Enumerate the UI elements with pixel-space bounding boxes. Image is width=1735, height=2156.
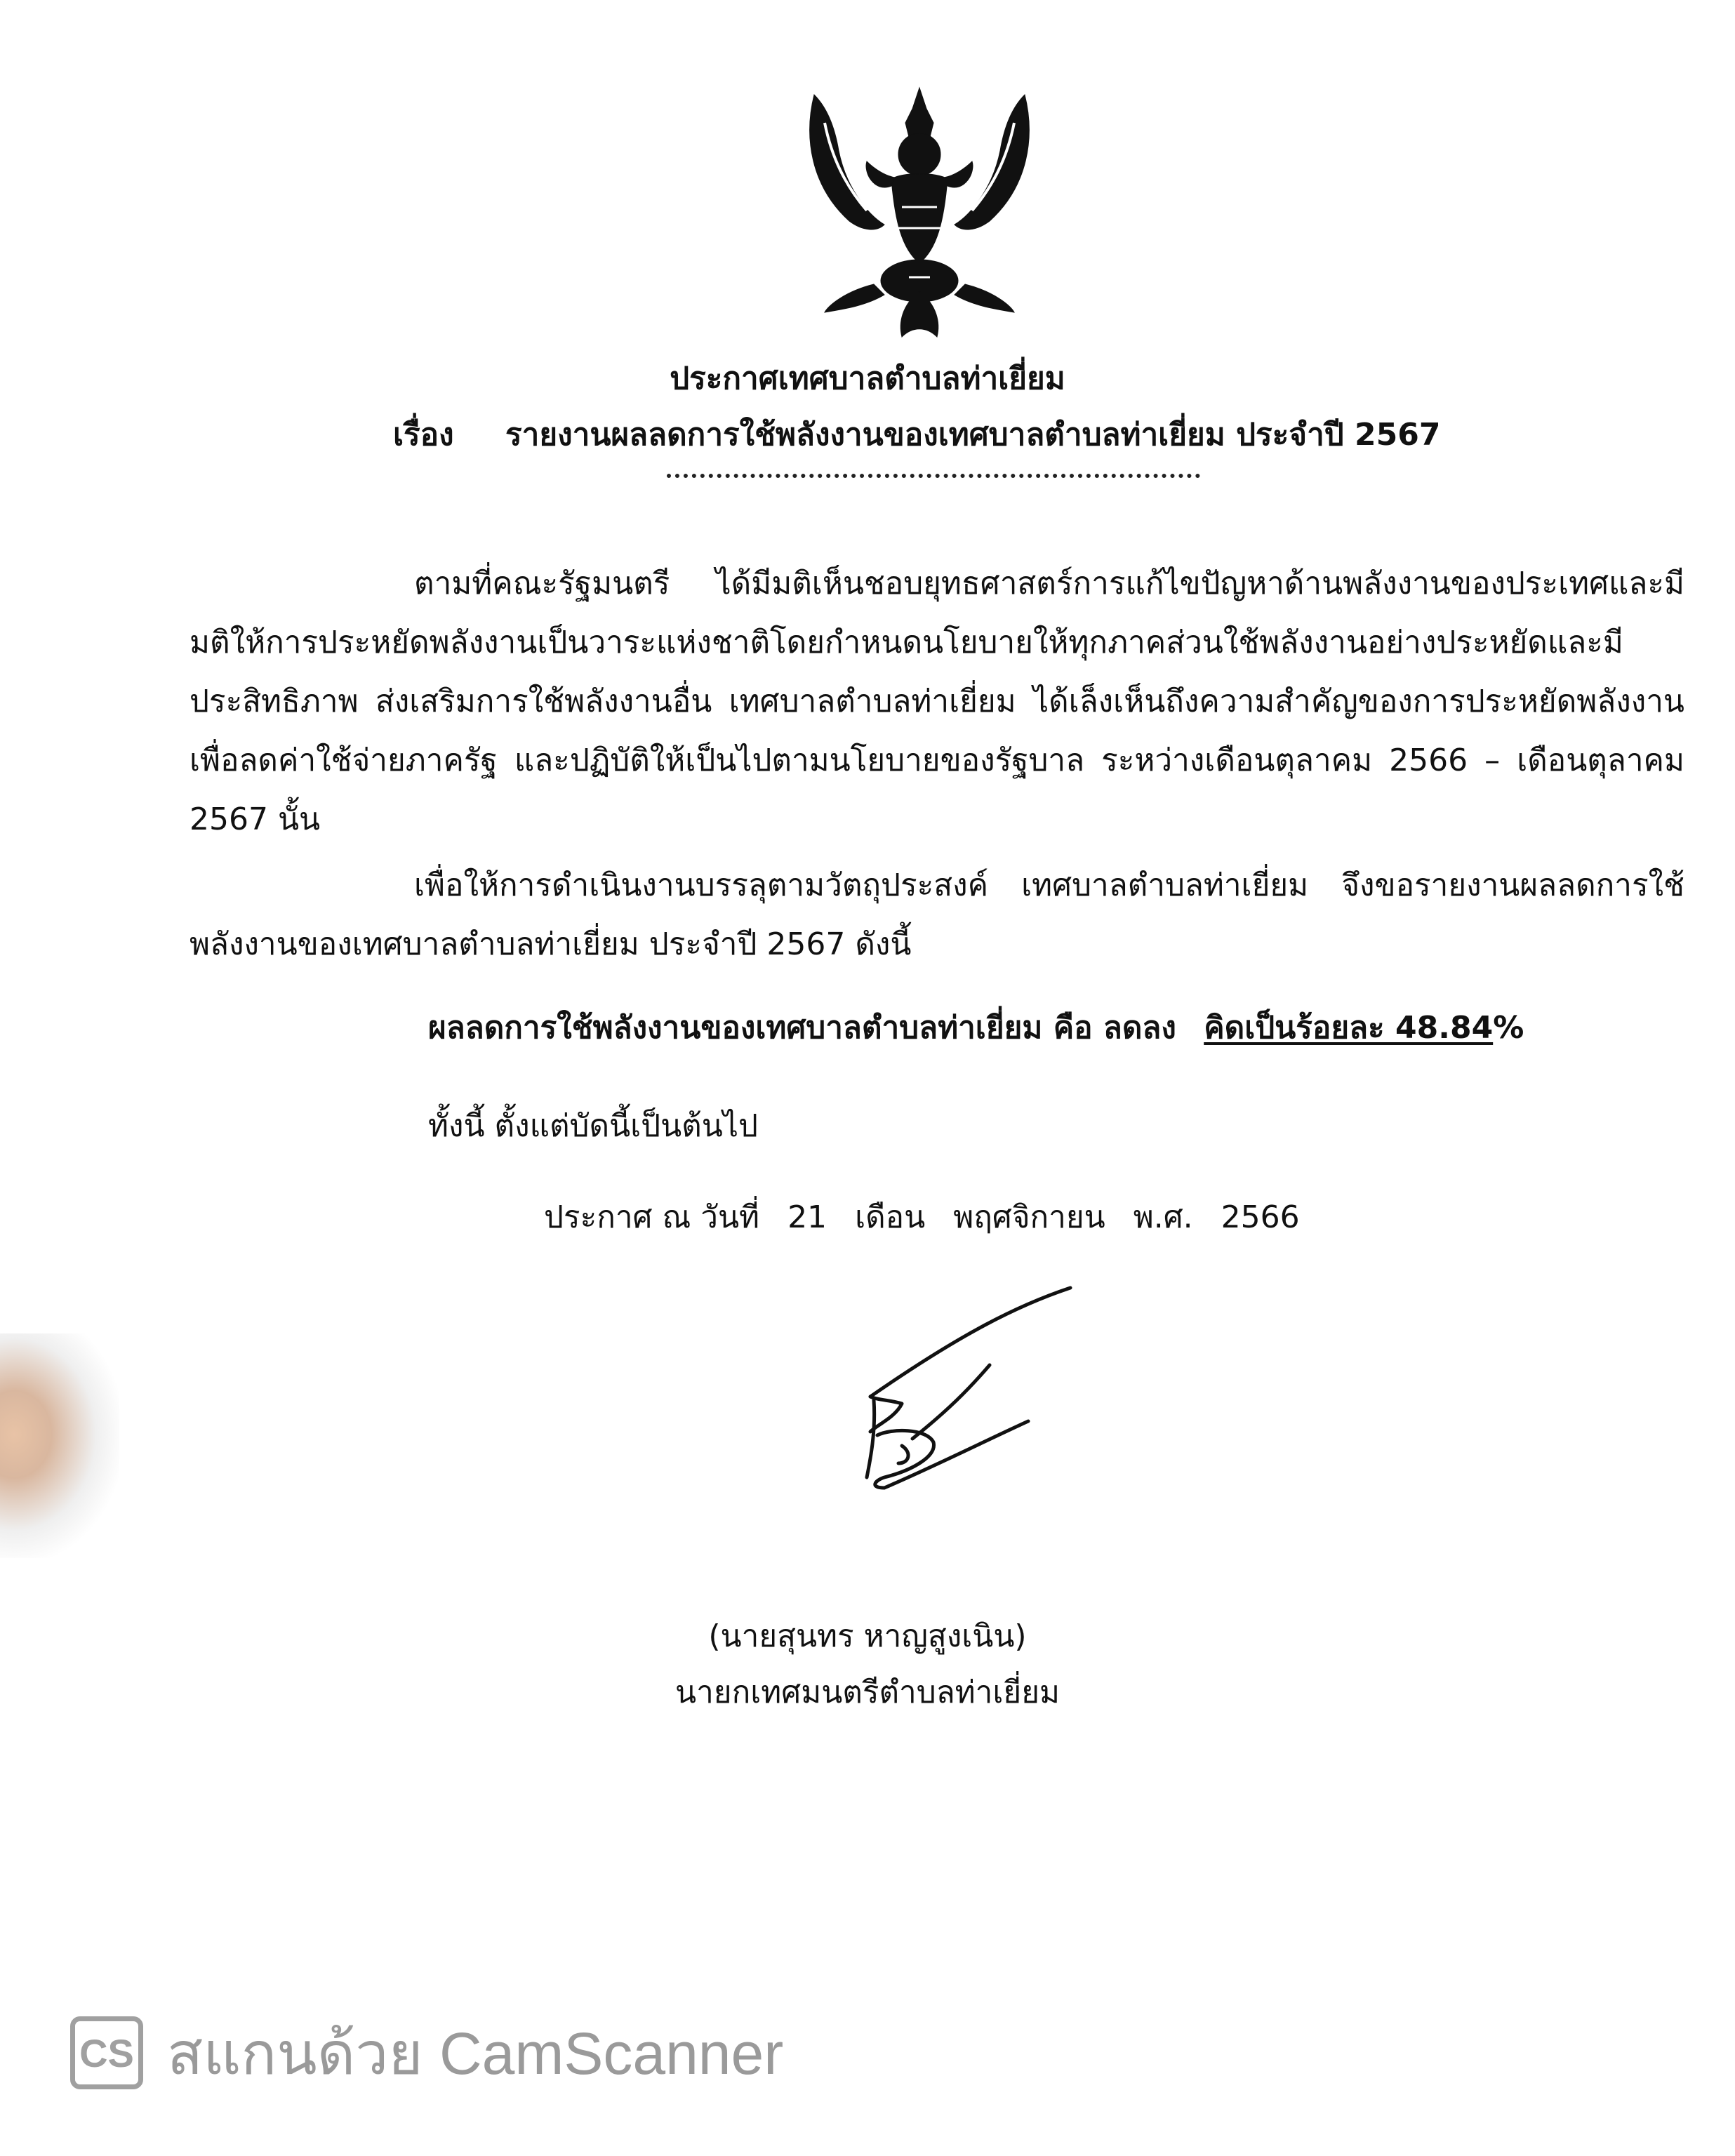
page-title: ประกาศเทศบาลตำบลท่าเยี่ยม [670, 361, 1065, 397]
announcement-date [544, 1193, 1318, 1242]
camscanner-logo-icon: CS [70, 2016, 143, 2089]
announce-year-label: พ.ศ. [1133, 1199, 1193, 1235]
paragraph-1 [190, 554, 1684, 849]
signer-name: (นายสุนทร หาญสูงเนิน) [708, 1618, 1027, 1654]
subject-label: เรื่อง [393, 417, 454, 453]
closing-text: ทั้งนี้ ตั้งแต่บัดนี้เป็นต้นไป [428, 1108, 758, 1144]
announce-month-label: เดือน [855, 1199, 926, 1235]
result-text: ผลลดการใช้พลังงานของเทศบาลตำบลท่าเยี่ยม คือ ลดลง [428, 1010, 1176, 1046]
subject-line [393, 414, 1586, 456]
result-line [428, 1004, 1524, 1053]
dotted-divider [667, 467, 1200, 478]
watermark-text: สแกนด้วย CamScanner [167, 2021, 784, 2087]
signer-position: นายกเทศมนตรีตำบลท่าเยี่ยม [675, 1675, 1060, 1710]
subject-text: รายงานผลลดการใช้พลังงานของเทศบาลตำบลท่าเยี่ยม ประจำปี 2567 [505, 417, 1441, 453]
result-suffix: % [1493, 1010, 1524, 1046]
camscanner-watermark [70, 2014, 783, 2091]
announce-month: พฤศจิกายน [953, 1199, 1105, 1235]
signature-icon [835, 1277, 1088, 1502]
garuda-emblem-icon [797, 81, 1042, 340]
paragraph-1-text: ตามที่คณะรัฐมนตรี ได้มีมติเห็นชอบยุทธศาสตร์การแก้ไขปัญหาด้านพลังงานของประเทศและมีมติให้การประหยัดพลังงานเป็นวาระแห่งชาติโดยกำหนดนโยบายให้ทุกภาคส่วนใช้พลังงานอย่างประหยัดและมีประสิทธิภาพ ส่งเสริมการใช้พลังงานอื่น เทศบาลตำบลท่าเยี่ยม ได้เล็งเห็นถึงความสำคัญของการประหยัดพลังงานเพื่อลดค่าใช้จ่ายภาครัฐ และปฏิบัติให้เป็นไปตามนโยบายของรัฐบาล ระหว่างเดือนตุลาคม 2566 – เดือนตุลาคม 2567 นั้น [190, 566, 1684, 837]
announce-day: 21 [787, 1199, 827, 1235]
scan-smudge [0, 1333, 119, 1558]
result-value: คิดเป็นร้อยละ 48.84 [1204, 1010, 1494, 1046]
announce-prefix: ประกาศ ณ วันที่ [544, 1199, 760, 1235]
announce-year: 2566 [1221, 1199, 1300, 1235]
paragraph-2-text: เพื่อให้การดำเนินงานบรรลุตามวัตถุประสงค์ เทศบาลตำบลท่าเยี่ยม จึงขอรายงานผลลดการใช้พลังงานของเทศบาลตำบลท่าเยี่ยม ประจำปี 2567 ดังนี้ [190, 867, 1684, 962]
paragraph-2 [190, 856, 1684, 974]
